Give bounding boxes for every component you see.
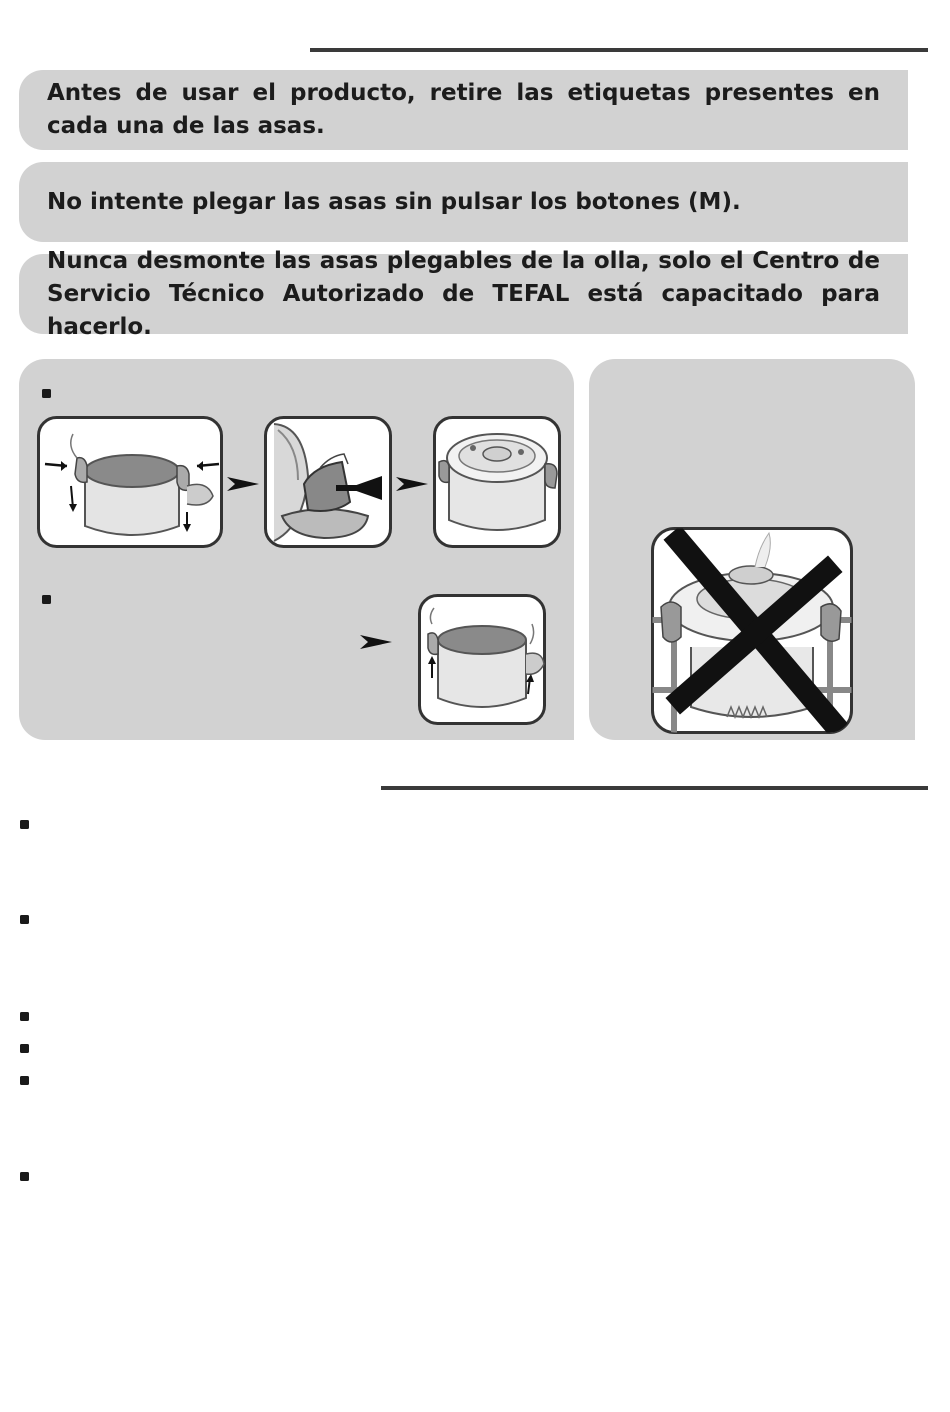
square-bullet-icon: [20, 1076, 29, 1085]
square-bullet-icon: [42, 595, 51, 604]
square-bullet-icon: [20, 915, 29, 924]
bottom-section-rule: [381, 786, 928, 790]
square-bullet-icon: [20, 1044, 29, 1053]
arrow-right-icon: [396, 475, 428, 497]
warning-box-disassemble: [19, 247, 908, 340]
unfold-handles-pot-image: [418, 594, 546, 725]
square-bullet-icon: [42, 389, 51, 398]
arrow-right-icon: [227, 475, 259, 497]
warning-box-labels: [19, 70, 908, 150]
square-bullet-icon: [20, 820, 29, 829]
warning-text-labels: Antes de usar el producto, retire las etiquetas presentes en cada una de las asas.: [47, 80, 880, 139]
stove-prohibited-image: [651, 527, 853, 734]
stove-warning-panel: [589, 359, 915, 740]
press-button-closeup-image: [264, 416, 392, 548]
warning-text-fold-handles: No intente plegar las asas sin pulsar los botones (M).: [47, 188, 741, 215]
square-bullet-icon: [20, 1172, 29, 1181]
arrow-right-icon: [360, 633, 392, 655]
warning-text-disassemble: Nunca desmonte las asas plegables de la olla, solo el Centro de Servicio Técnico Autorizado de TEFAL está capacitado para hacerlo.: [47, 247, 880, 340]
fold-handles-pot-image: [37, 416, 223, 548]
square-bullet-icon: [20, 1012, 29, 1021]
handles-illustration-panel: [19, 359, 574, 740]
pot-with-lid-image: [433, 416, 561, 548]
top-section-rule: [310, 48, 928, 52]
warning-box-fold-handles: [19, 162, 908, 242]
